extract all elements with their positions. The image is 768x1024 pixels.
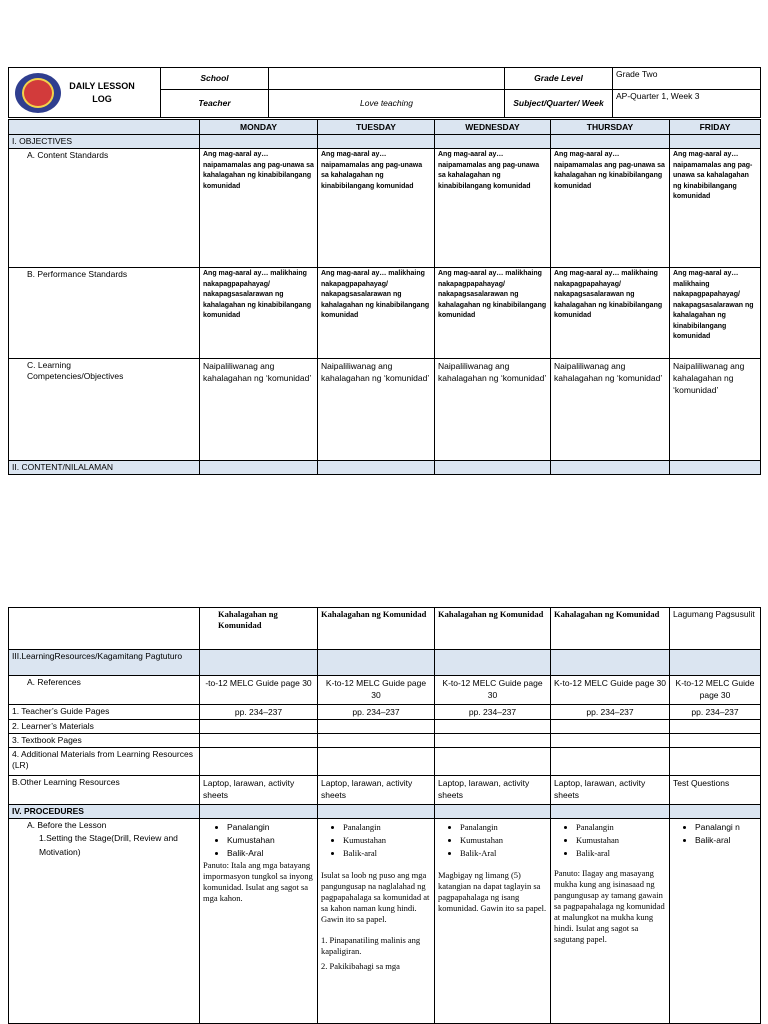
performance-standards-label: B. Performance Standards xyxy=(9,268,200,359)
day-header: MONDAY xyxy=(200,120,318,135)
other-resource-cell: Laptop, larawan, activity sheets xyxy=(551,776,670,805)
competency-cell: Naipaliliwanag ang kahalagahan ng ‘komunidad’ xyxy=(670,359,761,461)
list-item: • Panalangi n xyxy=(695,821,757,834)
list-item: • Panalangin xyxy=(576,821,666,834)
tuesday-item-1: 1. Pinapanatiling malinis ang kapaligiran. xyxy=(321,935,421,956)
other-resource-cell: Test Questions xyxy=(670,776,761,805)
day-header: THURSDAY xyxy=(551,120,670,135)
thursday-instruction: Panuto: Ilagay ang masayang mukha kung ang isinasaad ng pangungusap ay tamang gawain sa pagpapahalaga ng komunidad at malungkot na mukha kung hindi. Isulat ang sagot sa sagutang papel. xyxy=(554,868,665,944)
list-item: • Kumustahan xyxy=(576,834,666,847)
tg-pages-cell: pp. 234–237 xyxy=(435,705,551,720)
list-item: • Balik-aral xyxy=(576,847,666,860)
friday-procedure xyxy=(670,819,761,1024)
content-topic-cell: Kahalagahan ng Komunidad xyxy=(200,608,318,650)
wednesday-procedure xyxy=(435,819,551,1024)
performance-standard-cell: Ang mag-aaral ay… malikhaing nakapagpapahayag/ nakapagsasalarawan ng kahalagahan ng kinabibilangang komunidad xyxy=(200,268,318,359)
list-item: • Balik-aral xyxy=(343,847,431,860)
thursday-procedure xyxy=(551,819,670,1024)
competency-cell: Naipaliliwanag ang kahalagahan ng ‘komunidad’ xyxy=(551,359,670,461)
competency-cell: Naipaliliwanag ang kahalagahan ng ‘komunidad’ xyxy=(435,359,551,461)
reference-cell: -to-12 MELC Guide page 30 xyxy=(200,676,318,705)
other-resource-cell: Laptop, larawan, activity sheets xyxy=(318,776,435,805)
monday-bullets xyxy=(203,821,314,860)
day-header: TUESDAY xyxy=(318,120,435,135)
tuesday-procedure xyxy=(318,819,435,1024)
deped-seal-icon xyxy=(15,73,61,113)
tg-pages-cell: pp. 234–237 xyxy=(200,705,318,720)
content-standard-cell: Ang mag-aaral ay… naipamamalas ang pag-unawa sa kahalagahan ng kinabibilangang komunidad xyxy=(435,149,551,268)
performance-standard-cell: Ang mag-aaral ay… malikhaing nakapagpapahayag/ nakapagsasalarawan ng kahalagahan ng kinabibilangang komunidad xyxy=(435,268,551,359)
tuesday-item-2: 2. Pakikibahagi sa mga xyxy=(321,961,400,971)
school-label: School xyxy=(161,68,269,90)
setting-stage-label: 1.Setting the Stage(Drill, Review and Motivation) xyxy=(39,833,178,857)
content-standards-label: A. Content Standards xyxy=(9,149,200,268)
day-header: FRIDAY xyxy=(670,120,761,135)
references-label: A. References xyxy=(9,676,200,705)
list-item: • Balik-aral xyxy=(695,834,757,847)
content-topic-cell: Lagumang Pagsusulit xyxy=(670,608,761,650)
tg-pages-cell: pp. 234–237 xyxy=(551,705,670,720)
subject-label: Subject/Quarter/ Week xyxy=(505,90,613,118)
content-topic-cell: Kahalagahan ng Komunidad xyxy=(551,608,670,650)
grade-level-value[interactable]: Grade Two xyxy=(613,68,761,90)
school-value[interactable] xyxy=(269,68,505,90)
performance-standard-cell: Ang mag-aaral ay… malikhaing nakapagpapahayag/ nakapagsasalarawan ng kahalagahan ng kinabibilangang komunidad xyxy=(318,268,435,359)
list-item: • Panalangin xyxy=(343,821,431,834)
page-title: DAILY LESSON LOG xyxy=(69,80,135,104)
day-header: WEDNESDAY xyxy=(435,120,551,135)
wednesday-bullets xyxy=(438,821,547,860)
tg-pages-cell: pp. 234–237 xyxy=(670,705,761,720)
other-resources-label: B.Other Learning Resources xyxy=(9,776,200,805)
reference-cell: K-to-12 MELC Guide page 30 xyxy=(435,676,551,705)
competency-cell: Naipaliliwanag ang kahalagahan ng ‘komunidad’ xyxy=(318,359,435,461)
other-resource-cell: Laptop, larawan, activity sheets xyxy=(200,776,318,805)
wednesday-instruction: Magbigay ng limang (5) katangian na dapat taglayin sa pagpapahalaga ng isang komunidad. Gawin ito sa papel. xyxy=(438,870,547,913)
content-standard-cell: Ang mag-aaral ay… naipamamalas ang pag-unawa sa kahalagahan ng kinabibilangang komunidad xyxy=(200,149,318,268)
header-table xyxy=(8,67,761,118)
list-item: • Balik-Aral xyxy=(460,847,547,860)
tg-pages-cell: pp. 234–237 xyxy=(318,705,435,720)
monday-instruction: Panuto: Itala ang mga batayang impormasyon tungkol sa inyong komunidad. Isulat ang sagot sa mga kahon. xyxy=(203,860,313,903)
competency-cell: Naipaliliwanag ang kahalagahan ng ‘komunidad’ xyxy=(200,359,318,461)
teacher-value[interactable]: Love teaching xyxy=(269,90,505,118)
reference-cell: K-to-12 MELC Guide page 30 xyxy=(551,676,670,705)
content-topic-cell: Kahalagahan ng Komunidad xyxy=(318,608,435,650)
tuesday-bullets xyxy=(321,821,431,860)
list-item: • Panalangin xyxy=(460,821,547,834)
list-item: • Kumustahan xyxy=(227,834,314,847)
content-standard-cell: Ang mag-aaral ay… naipamamalas ang pag- unawa sa kahalagahan ng kinabibilangang komunidad xyxy=(670,149,761,268)
grade-level-label: Grade Level xyxy=(505,68,613,90)
content-standard-cell: Ang mag-aaral ay… naipamamalas ang pag-unawa sa kahalagahan ng kinabibilangang komunidad xyxy=(551,149,670,268)
list-item: • Balik-Aral xyxy=(227,847,314,860)
content-standard-cell: Ang mag-aaral ay… naipamamalas ang pag-unawa sa kahalagahan ng kinabibilangang komunidad xyxy=(318,149,435,268)
content-topic-cell: Kahalagahan ng Komunidad xyxy=(435,608,551,650)
tuesday-instruction: Isulat sa loob ng puso ang mga pangungusap na naglalahad ng pagpapahalaga sa komunidad at sa kahon naman kung hindi. Gawin ito sa papel. xyxy=(321,870,430,924)
subject-value[interactable]: AP-Quarter 1, Week 3 xyxy=(613,90,761,118)
other-resource-cell: Laptop, larawan, activity sheets xyxy=(435,776,551,805)
competencies-label: C. Learning Competencies/Objectives xyxy=(9,359,200,461)
learners-materials-label: 2. Learner’s Materials xyxy=(9,720,200,734)
section-objectives: I. OBJECTIVES xyxy=(9,135,200,149)
resources-table xyxy=(8,607,761,1024)
before-lesson-title: A. Before the Lesson xyxy=(27,820,107,830)
teacher-label: Teacher xyxy=(161,90,269,118)
friday-bullets xyxy=(673,821,757,847)
section-resources: III.LearningResources/Kagamitang Pagtuturo xyxy=(9,650,200,676)
performance-standard-cell: Ang mag-aaral ay… malikhaing nakapagpapahayag/ nakapagsasalarawan ng kahalagahan ng kinabibilangang komunidad xyxy=(551,268,670,359)
additional-materials-label: 4. Additional Materials from Learning Resources (LR) xyxy=(9,748,200,776)
textbook-pages-label: 3. Textbook Pages xyxy=(9,734,200,748)
thursday-bullets xyxy=(554,821,666,860)
monday-procedure xyxy=(200,819,318,1024)
teachers-guide-label: 1. Teacher’s Guide Pages xyxy=(9,705,200,720)
reference-cell: K-to-12 MELC Guide page 30 xyxy=(318,676,435,705)
performance-standard-cell: Ang mag-aaral ay… malikhaing nakapagpapahayag/ nakapagsasalarawan ng kahalagahan ng kinabibilangang komunidad xyxy=(670,268,761,359)
section-content: II. CONTENT/NILALAMAN xyxy=(9,461,200,475)
objectives-table xyxy=(8,119,761,475)
reference-cell: K-to-12 MELC Guide page 30 xyxy=(670,676,761,705)
list-item: • Kumustahan xyxy=(343,834,431,847)
list-item: • Panalangin xyxy=(227,821,314,834)
header-logo-cell xyxy=(9,68,161,118)
section-procedures: IV. PROCEDURES xyxy=(9,805,200,819)
before-lesson-label xyxy=(9,819,200,1024)
list-item: • Kumustahan xyxy=(460,834,547,847)
